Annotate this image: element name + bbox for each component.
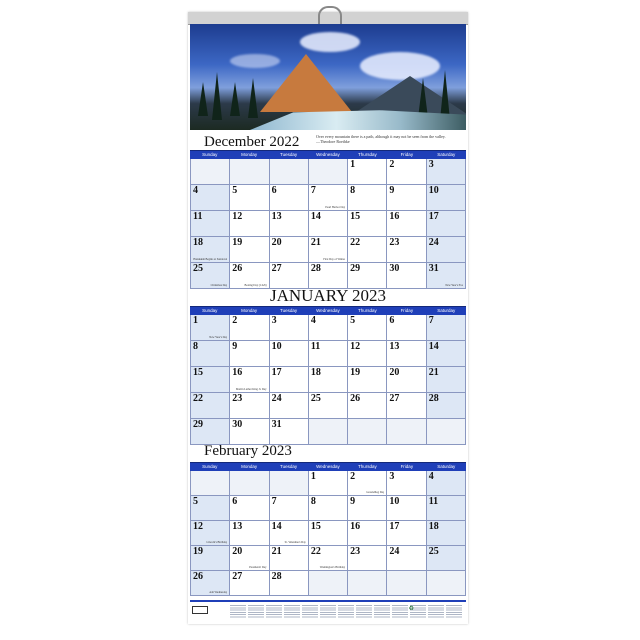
day-number: 9: [389, 185, 395, 196]
day-cell: [348, 367, 387, 393]
day-cell: [309, 546, 348, 571]
day-cell: [348, 341, 387, 367]
tree-shape: [198, 82, 208, 116]
day-number: 28: [271, 571, 282, 582]
holiday-note: First Day of Winter: [323, 258, 346, 261]
day-number: 20: [271, 237, 282, 248]
day-number: 11: [428, 496, 439, 507]
weekday-label: Tuesday: [280, 152, 298, 157]
day-cell: [427, 471, 466, 496]
holiday-note: Pearl Harbor Day: [325, 206, 346, 209]
day-cell: [191, 571, 230, 596]
day-cell: [387, 341, 426, 367]
day-cell: [230, 367, 269, 393]
mini-calendar: [428, 605, 444, 619]
day-number: 20: [232, 546, 243, 557]
day-number: 19: [232, 237, 243, 248]
day-cell: [427, 393, 466, 419]
day-number: 15: [350, 211, 361, 222]
weekday-label: Friday: [400, 308, 414, 313]
day-cell: [348, 546, 387, 571]
weekday-label: Friday: [400, 464, 414, 469]
day-grid: [190, 159, 466, 289]
empty-cell: [230, 471, 269, 496]
day-cell: [387, 496, 426, 521]
day-cell: [230, 341, 269, 367]
day-number: 6: [271, 185, 277, 196]
day-grid: [190, 471, 466, 596]
weekday-label: Saturday: [437, 152, 456, 157]
day-number: 1: [193, 315, 198, 326]
day-cell: [270, 185, 309, 211]
day-number: 14: [271, 521, 282, 532]
month-header: [190, 440, 466, 462]
day-cell: [387, 471, 426, 496]
day-cell: [309, 211, 348, 237]
day-cell: [309, 496, 348, 521]
day-number: 14: [428, 341, 439, 352]
day-number: 9: [350, 496, 356, 507]
empty-cell: [270, 471, 309, 496]
day-number: 27: [271, 263, 282, 274]
holiday-note: Washington's Birthday: [319, 566, 346, 569]
day-cell: [270, 571, 309, 596]
weekday-header-row: [190, 306, 466, 315]
day-number: 12: [350, 341, 361, 352]
empty-cell: [191, 471, 230, 496]
day-number: 5: [232, 185, 238, 196]
day-cell: [230, 393, 269, 419]
day-number: 18: [310, 367, 321, 378]
day-cell: [270, 496, 309, 521]
day-number: 1: [310, 471, 316, 482]
empty-cell: [309, 571, 348, 596]
month-january: [190, 284, 466, 445]
bottom-strip: [190, 600, 466, 622]
day-cell: [191, 496, 230, 521]
holiday-note: Hanukkah Begins at Sundown: [193, 258, 228, 261]
day-number: 2: [350, 471, 356, 482]
day-number: 14: [310, 211, 321, 222]
day-number: 23: [232, 393, 243, 404]
day-number: 17: [389, 521, 400, 532]
day-cell: [387, 315, 426, 341]
day-number: 4: [193, 185, 198, 196]
day-number: 26: [350, 393, 361, 404]
day-cell: [387, 367, 426, 393]
day-cell: [427, 496, 466, 521]
day-number: 10: [271, 341, 282, 352]
day-number: 16: [232, 367, 243, 378]
mini-calendar: [230, 605, 246, 619]
day-number: 12: [193, 521, 203, 532]
weekday-label: Thursday: [358, 464, 377, 469]
day-number: 29: [350, 263, 361, 274]
month-quote: Over every mountain there is a path, although it may not be seen from the valley. —Theodore Roethke: [316, 134, 446, 144]
day-cell: [348, 393, 387, 419]
day-number: 13: [389, 341, 400, 352]
holiday-note: St. Valentine's Day: [284, 541, 306, 544]
day-number: 13: [232, 521, 243, 532]
day-cell: [309, 341, 348, 367]
empty-cell: [348, 571, 387, 596]
weekday-label: Thursday: [358, 152, 377, 157]
weekday-label: Tuesday: [280, 464, 298, 469]
month-header: [190, 284, 466, 306]
weekday-label: Monday: [241, 308, 258, 313]
day-number: 15: [310, 521, 321, 532]
day-number: 7: [428, 315, 434, 326]
day-number: 21: [310, 237, 321, 248]
day-cell: [191, 341, 230, 367]
day-number: 8: [350, 185, 356, 196]
day-number: 22: [350, 237, 361, 248]
mini-calendar: [356, 605, 372, 619]
weekday-label: Thursday: [358, 308, 377, 313]
day-cell: [270, 393, 309, 419]
tree-shape: [440, 70, 450, 120]
month-header: [190, 132, 466, 150]
day-number: 22: [310, 546, 321, 557]
cloud-shape: [300, 32, 360, 52]
day-cell: [309, 393, 348, 419]
day-cell: [309, 315, 348, 341]
empty-cell: [309, 159, 348, 185]
day-cell: [348, 521, 387, 546]
day-cell: [230, 211, 269, 237]
day-number: 7: [271, 496, 277, 507]
day-cell: [270, 367, 309, 393]
day-number: 8: [193, 341, 198, 352]
day-number: 4: [310, 315, 316, 326]
holiday-note: New Year's Day: [209, 336, 228, 339]
day-cell: [309, 471, 348, 496]
day-cell: [387, 237, 426, 263]
holiday-note: Martin Luther King Jr. Day: [235, 388, 267, 391]
day-number: 28: [428, 393, 439, 404]
day-cell: [230, 237, 269, 263]
tree-shape: [230, 82, 240, 116]
empty-cell: [427, 571, 466, 596]
month-title: February 2023: [204, 443, 292, 459]
day-number: 27: [389, 393, 400, 404]
day-number: 23: [389, 237, 400, 248]
mini-calendar: [320, 605, 336, 619]
weekday-label: Saturday: [437, 464, 456, 469]
mini-calendar: [338, 605, 354, 619]
day-number: 30: [389, 263, 400, 274]
day-number: 2: [389, 159, 395, 170]
day-number: 24: [428, 237, 439, 248]
mountain-peak: [260, 54, 352, 112]
empty-cell: [191, 159, 230, 185]
day-number: 25: [193, 263, 203, 274]
day-cell: [270, 211, 309, 237]
day-number: 13: [271, 211, 282, 222]
hanger-loop: [318, 6, 342, 24]
day-cell: [348, 185, 387, 211]
day-number: 19: [350, 367, 361, 378]
holiday-note: Presidents' Day: [249, 566, 267, 569]
day-number: 22: [193, 393, 203, 404]
mini-calendar: [266, 605, 282, 619]
day-cell: [348, 237, 387, 263]
day-cell: [230, 185, 269, 211]
day-number: 7: [310, 185, 316, 196]
day-number: 6: [232, 496, 238, 507]
day-number: 11: [193, 211, 203, 222]
mini-calendar: [392, 605, 408, 619]
day-cell: [387, 159, 426, 185]
day-number: 2: [232, 315, 238, 326]
mini-calendar: [302, 605, 318, 619]
day-number: 16: [389, 211, 400, 222]
day-number: 31: [428, 263, 439, 274]
day-cell: [427, 367, 466, 393]
day-cell: [427, 315, 466, 341]
month-title: December 2022: [204, 134, 300, 150]
day-cell: [270, 315, 309, 341]
day-number: 25: [310, 393, 321, 404]
day-number: 11: [310, 341, 321, 352]
empty-cell: [387, 571, 426, 596]
day-number: 15: [193, 367, 203, 378]
day-cell: [387, 211, 426, 237]
weekday-label: Saturday: [437, 308, 456, 313]
day-number: 3: [271, 315, 277, 326]
day-number: 3: [428, 159, 434, 170]
day-number: 24: [271, 393, 282, 404]
day-cell: [387, 521, 426, 546]
day-cell: [427, 211, 466, 237]
day-cell: [309, 521, 348, 546]
day-cell: [348, 471, 387, 496]
day-number: 1: [350, 159, 356, 170]
day-cell: [191, 315, 230, 341]
day-cell: [348, 315, 387, 341]
holiday-note: Lincoln's Birthday: [206, 541, 228, 544]
day-cell: [230, 521, 269, 546]
day-cell: [427, 341, 466, 367]
tree-shape: [212, 72, 222, 120]
day-cell: [427, 521, 466, 546]
wall-calendar: [188, 12, 468, 624]
day-number: 30: [232, 419, 243, 430]
day-number: 5: [193, 496, 198, 507]
mini-calendar: [446, 605, 462, 619]
holiday-note: New Year's Eve: [445, 284, 463, 287]
weekday-label: Sunday: [202, 152, 218, 157]
weekday-label: Friday: [400, 152, 414, 157]
holiday-note: Ash Wednesday: [209, 591, 228, 594]
day-number: 20: [389, 367, 400, 378]
month-title: JANUARY 2023: [269, 286, 387, 305]
day-number: 16: [350, 521, 361, 532]
day-cell: [387, 185, 426, 211]
day-number: 21: [428, 367, 439, 378]
day-cell: [348, 211, 387, 237]
day-number: 19: [193, 546, 203, 557]
day-number: 18: [428, 521, 439, 532]
day-number: 21: [271, 546, 282, 557]
day-number: 17: [271, 367, 282, 378]
day-number: 26: [232, 263, 243, 274]
day-number: 12: [232, 211, 243, 222]
day-number: 4: [428, 471, 434, 482]
mini-calendar: [284, 605, 300, 619]
holiday-note: Boxing Day (CAN): [244, 284, 267, 287]
day-number: 10: [389, 496, 400, 507]
weekday-label: Sunday: [202, 308, 218, 313]
day-cell: [387, 546, 426, 571]
day-number: 27: [232, 571, 243, 582]
day-cell: [348, 496, 387, 521]
day-cell: [191, 521, 230, 546]
day-cell: [230, 546, 269, 571]
day-cell: [191, 367, 230, 393]
brand-logo: [192, 606, 208, 614]
day-number: 23: [350, 546, 361, 557]
day-cell: [230, 496, 269, 521]
empty-cell: [230, 159, 269, 185]
day-number: 5: [350, 315, 356, 326]
weekday-header-row: [190, 150, 466, 159]
day-number: 9: [232, 341, 238, 352]
day-cell: [270, 237, 309, 263]
day-cell: [309, 367, 348, 393]
day-cell: [191, 211, 230, 237]
day-cell: [270, 521, 309, 546]
day-number: 3: [389, 471, 395, 482]
day-number: 10: [428, 185, 439, 196]
day-cell: [191, 546, 230, 571]
weekday-label: Wednesday: [316, 308, 340, 313]
day-cell: [270, 341, 309, 367]
day-cell: [427, 159, 466, 185]
day-cell: [191, 393, 230, 419]
day-grid: [190, 315, 466, 445]
holiday-note: Groundhog Day: [366, 491, 385, 494]
mini-calendar: [374, 605, 390, 619]
day-number: 18: [193, 237, 203, 248]
day-cell: [191, 185, 230, 211]
day-number: 29: [193, 419, 203, 430]
day-number: 25: [428, 546, 439, 557]
day-cell: [348, 159, 387, 185]
landscape-photo: [190, 24, 466, 130]
day-number: 28: [310, 263, 321, 274]
day-number: 8: [310, 496, 316, 507]
holiday-note: Christmas Day: [210, 284, 228, 287]
weekday-header-row: [190, 462, 466, 471]
weekday-label: Tuesday: [280, 308, 298, 313]
day-number: 24: [389, 546, 400, 557]
day-cell: [270, 546, 309, 571]
weekday-label: Monday: [241, 152, 258, 157]
day-number: 31: [271, 419, 282, 430]
day-number: 26: [193, 571, 203, 582]
weekday-label: Monday: [241, 464, 258, 469]
weekday-label: Wednesday: [316, 152, 340, 157]
day-cell: [230, 571, 269, 596]
day-cell: [427, 546, 466, 571]
day-cell: [427, 185, 466, 211]
month-december: [190, 132, 466, 289]
day-cell: [230, 315, 269, 341]
tree-shape: [418, 78, 428, 118]
day-cell: [427, 237, 466, 263]
day-cell: [191, 237, 230, 263]
weekday-label: Sunday: [202, 464, 218, 469]
day-number: 17: [428, 211, 439, 222]
empty-cell: [270, 159, 309, 185]
weekday-label: Wednesday: [316, 464, 340, 469]
tree-shape: [248, 78, 258, 118]
day-number: 6: [389, 315, 395, 326]
day-cell: [387, 393, 426, 419]
day-cell: [309, 185, 348, 211]
recycle-icon: ♻: [408, 606, 414, 612]
mini-calendar: [248, 605, 264, 619]
month-february: [190, 440, 466, 596]
day-cell: [309, 237, 348, 263]
